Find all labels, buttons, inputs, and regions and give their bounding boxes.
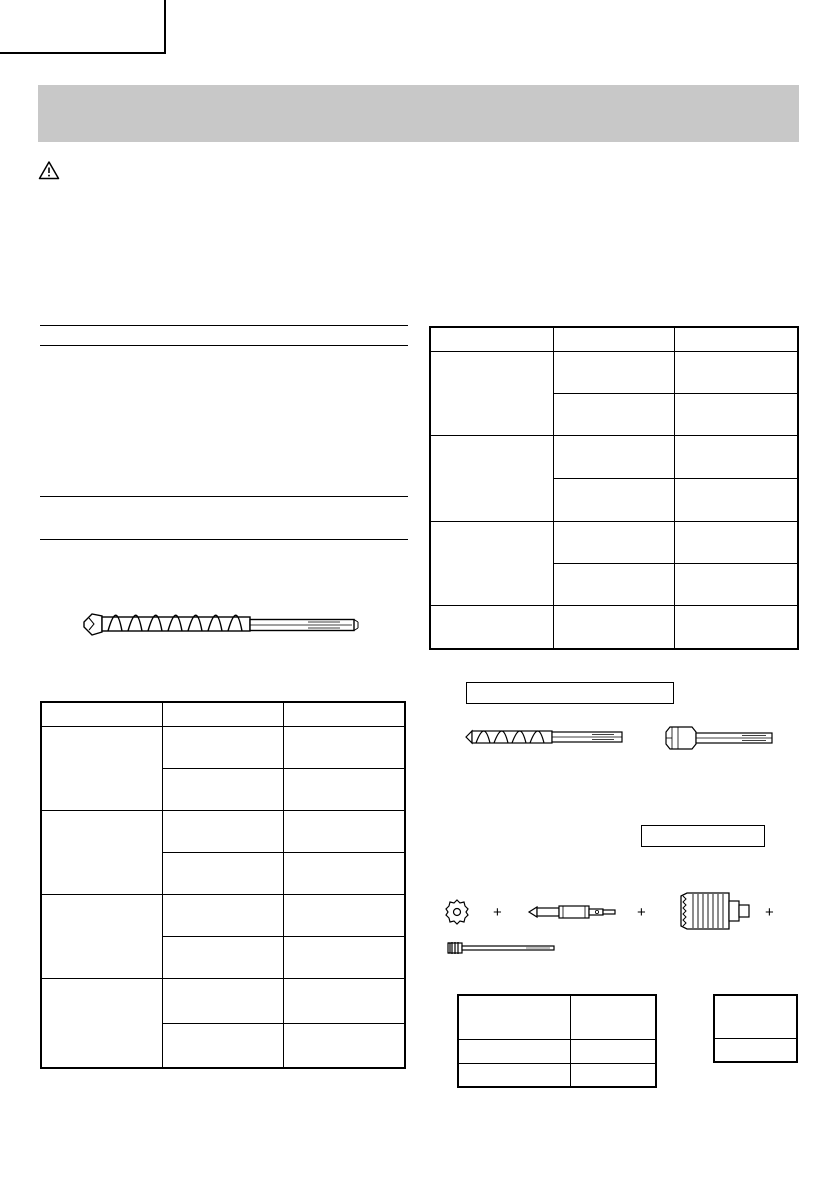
table-cell [430,605,553,649]
table-cell [553,605,674,649]
table-cell [162,1023,283,1068]
table-cell [284,810,405,852]
table-cell [458,1063,571,1087]
label-box-bits [466,682,674,704]
table-cell [714,1038,797,1062]
shank-adapter-icon [446,939,558,957]
table-cell [430,327,553,351]
table-cell [571,1039,656,1063]
core-bit-icon [677,890,753,932]
warning-triangle-icon [38,160,60,180]
table-cell [162,726,283,768]
table-cell [162,894,283,936]
table-cell [553,435,674,478]
table-cell [284,726,405,768]
table-cell [553,327,674,351]
table-cell [284,894,405,936]
table-cell [162,810,283,852]
table-cell [284,978,405,1023]
table-cell [675,327,798,351]
table-cell [41,726,162,810]
center-pin-icon [527,900,619,924]
table-cell [430,521,553,605]
table-cell [162,978,283,1023]
rule-left-4 [40,539,408,540]
table-cell [284,852,405,894]
rule-left-2 [40,345,408,346]
table-cell [41,702,162,726]
cutter-blade-icon [444,898,470,926]
table-cell [430,435,553,521]
table-cell [553,393,674,435]
table-cell [675,478,798,521]
table-cell [714,995,797,1038]
table-cell [284,768,405,810]
chuck-adapter-icon [662,722,776,752]
label-box-core [641,825,765,847]
table-cell [284,936,405,978]
table-cell [553,351,674,393]
plus-sign: + [765,904,774,921]
table-cell [553,478,674,521]
spec-table-bottom-right [713,994,798,1063]
section-banner [38,85,799,142]
page-tab-box [0,0,166,54]
table-cell [41,978,162,1068]
hammer-drill-bit-icon [80,608,360,640]
table-cell [162,702,283,726]
table-cell [162,936,283,978]
plus-sign: + [493,904,502,921]
table-cell [430,351,553,435]
table-cell [675,521,798,563]
table-cell [162,768,283,810]
spec-table-lower-left [40,701,406,1069]
table-cell [162,852,283,894]
table-cell [675,435,798,478]
table-cell [675,563,798,605]
table-cell [41,894,162,978]
rule-left-3 [40,496,408,497]
table-cell [458,1039,571,1063]
spec-table-upper-right [429,326,799,650]
table-cell [675,393,798,435]
table-cell [675,605,798,649]
drill-bit-icon [464,725,626,749]
table-cell [675,351,798,393]
table-cell [458,995,571,1039]
rule-left-1 [40,325,408,326]
table-cell [571,1063,656,1087]
plus-sign: + [637,904,646,921]
table-cell [284,1023,405,1068]
table-cell [553,563,674,605]
table-cell [571,995,656,1039]
table-cell [41,810,162,894]
spec-table-bottom-middle [457,994,657,1088]
table-cell [553,521,674,563]
table-cell [284,702,405,726]
